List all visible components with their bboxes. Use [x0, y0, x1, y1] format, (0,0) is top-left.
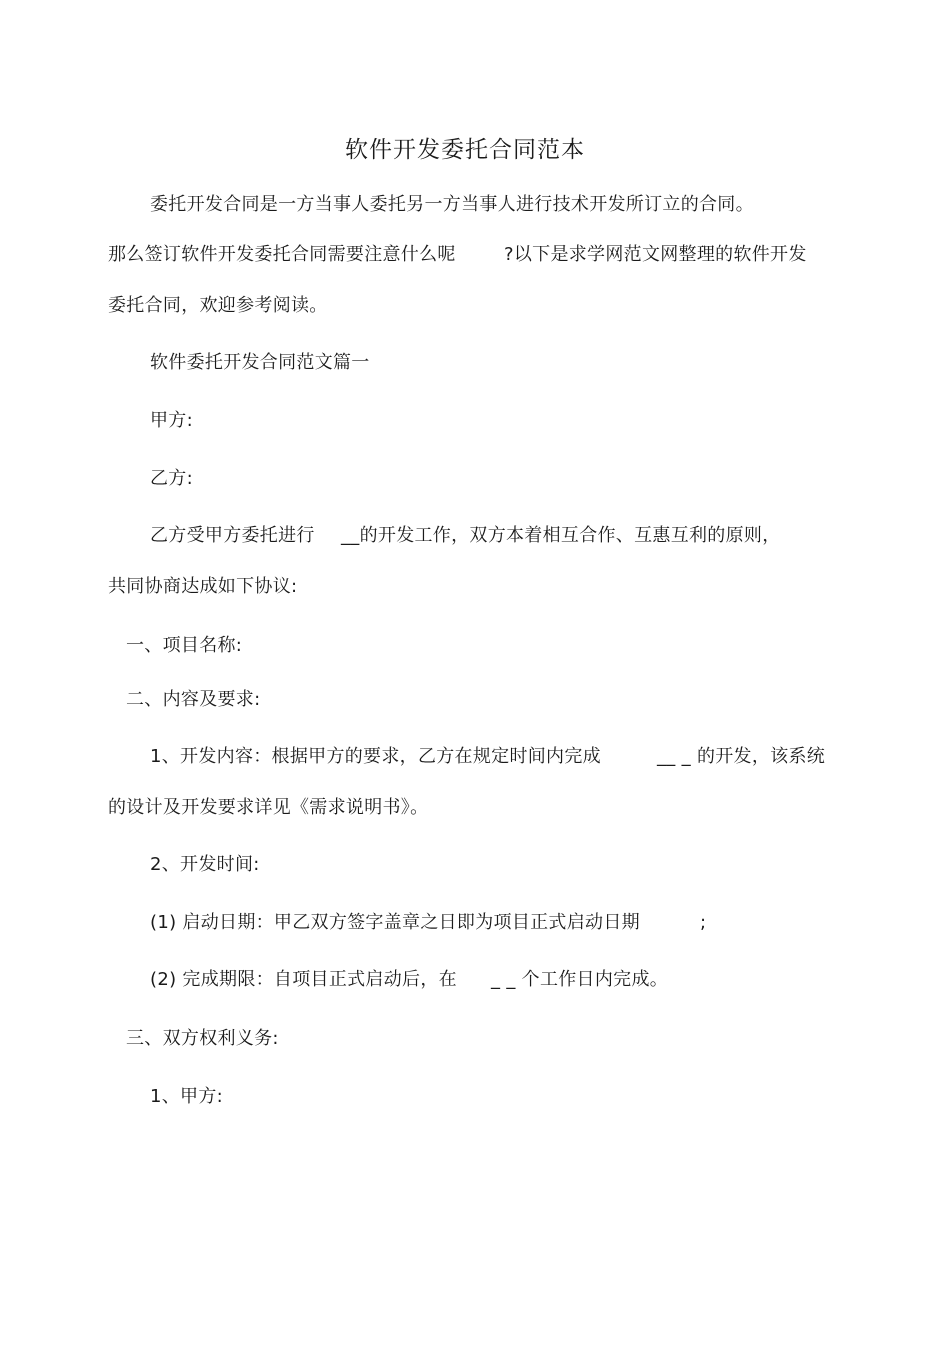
- content-line-1b: __ _ 的开发，该系统: [657, 746, 826, 767]
- section-1-heading: 一、项目名称:: [126, 635, 243, 656]
- sample-heading: 软件委托开发合同范文篇一: [150, 352, 370, 373]
- agreement-line-1a: 乙方受甲方委托进行: [150, 525, 315, 546]
- agreement-line-1b: __的开发工作，双方本着相互合作、互惠互利的原则，: [341, 525, 781, 546]
- party-a-label: 甲方:: [150, 410, 193, 431]
- agreement-line-2: 共同协商达成如下协议:: [108, 576, 298, 597]
- deadline-text-a: (2) 完成期限：自项目正式启动后，在: [150, 969, 457, 990]
- document-title: 软件开发委托合同范本: [345, 137, 585, 163]
- party-a-obligations: 1、甲方:: [150, 1086, 224, 1107]
- intro-line-2b: ?以下是求学网范文网整理的软件开发: [504, 244, 807, 265]
- start-date-text: (1) 启动日期：甲乙双方签字盖章之日即为项目正式启动日期: [150, 912, 640, 933]
- start-date-end: ;: [700, 912, 707, 933]
- dev-time-heading: 2、开发时间:: [150, 854, 260, 875]
- section-3-heading: 三、双方权利义务:: [126, 1028, 279, 1049]
- content-line-1a: 1、开发内容：根据甲方的要求，乙方在规定时间内完成: [150, 746, 601, 767]
- party-b-label: 乙方:: [150, 468, 193, 489]
- intro-line-3: 委托合同，欢迎参考阅读。: [108, 295, 328, 316]
- intro-line-1: 委托开发合同是一方当事人委托另一方当事人进行技术开发所订立的合同。: [150, 194, 754, 215]
- deadline-text-b: _ _ 个工作日内完成。: [491, 969, 669, 990]
- section-2-heading: 二、内容及要求:: [126, 689, 261, 710]
- intro-line-2a: 那么签订软件开发委托合同需要注意什么呢: [108, 244, 456, 265]
- content-line-2: 的设计及开发要求详见《需求说明书》。: [108, 797, 429, 818]
